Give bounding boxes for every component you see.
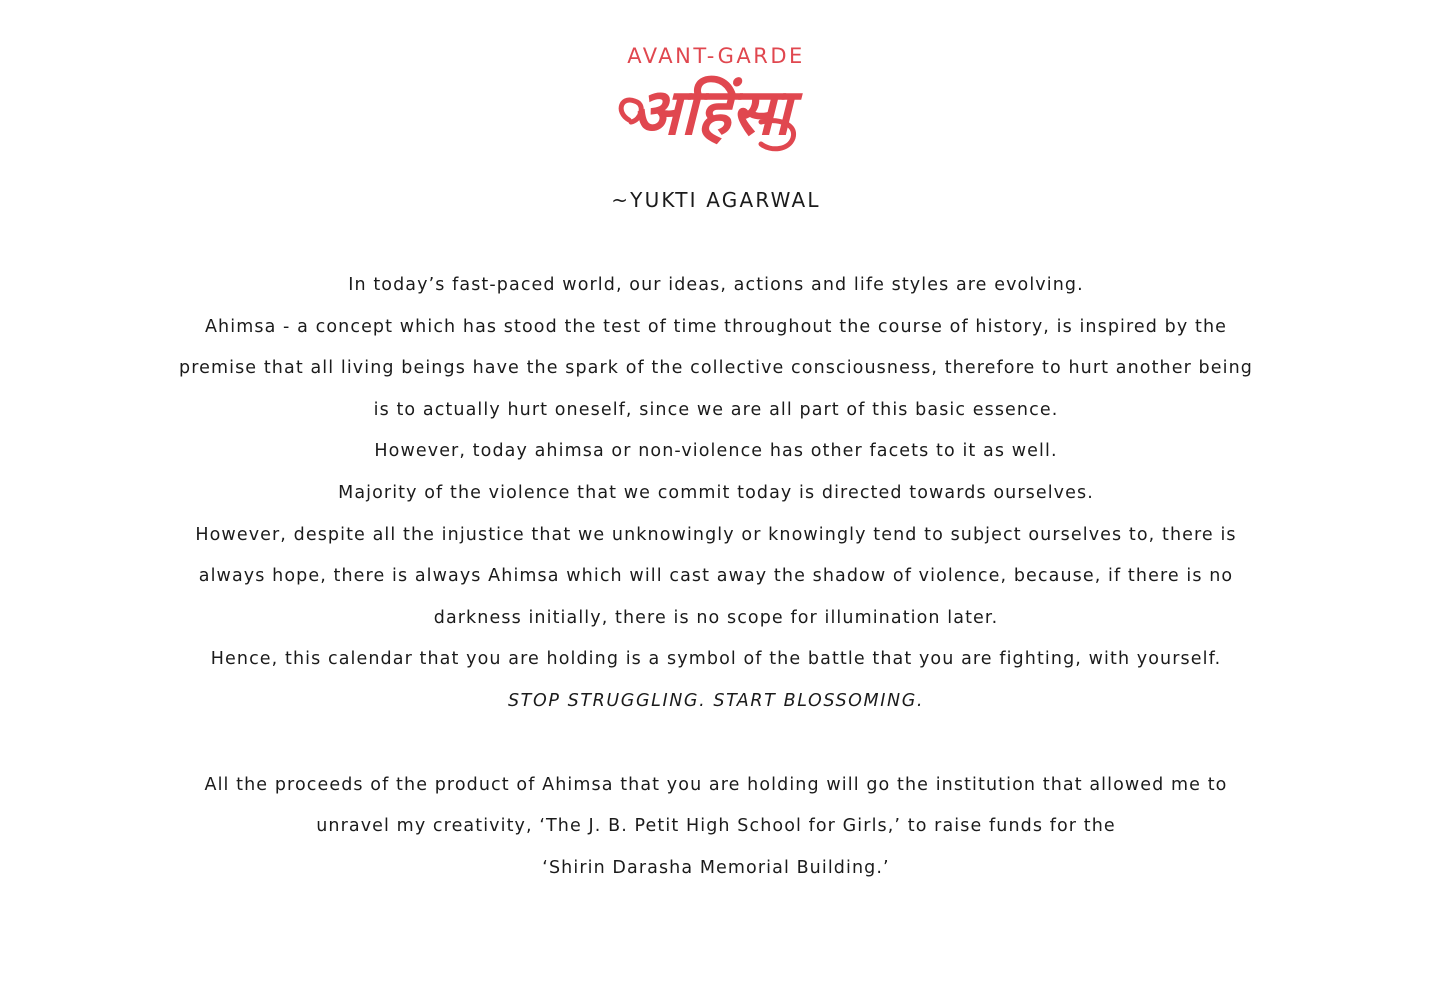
body-text: [0, 265, 1432, 889]
body-line: Majority of the violence that we commit today is directed towards ourselves.: [338, 482, 1094, 503]
motto: STOP STRUGGLING. START BLOSSOMING.: [507, 690, 925, 711]
ahimsa-logo-text: अहिंसा: [631, 75, 791, 150]
body-line: darkness initially, there is no scope for illumination later.: [433, 607, 999, 628]
brand-title: AVANT-GARDE: [627, 44, 805, 68]
body-line: Ahimsa - a concept which has stood the test of time throughout the course of history, is inspired by the: [204, 316, 1227, 337]
body-line: Hence, this calendar that you are holding is a symbol of the battle that you are fighting, with yourself.: [210, 649, 1222, 670]
closing-line: All the proceeds of the product of Ahimsa that you are holding will go the institution that allowed me to: [204, 774, 1228, 795]
body-line: However, today ahimsa or non-violence has other facets to it as well.: [374, 441, 1058, 462]
body-line: premise that all living beings have the spark of the collective consciousness, therefore to hurt another being: [179, 358, 1253, 379]
author-name: ~YUKTI AGARWAL: [611, 188, 821, 212]
closing-line: unravel my creativity, ‘The J. B. Petit High School for Girls,’ to raise funds for the: [316, 816, 1116, 837]
ahimsa-logo: [611, 72, 811, 164]
closing-line: ‘Shirin Darasha Memorial Building.’: [542, 857, 890, 878]
body-line: is to actually hurt oneself, since we are all part of this basic essence.: [373, 399, 1059, 420]
body-line: In today’s fast-paced world, our ideas, actions and life styles are evolving.: [348, 275, 1084, 295]
paragraph-gap: [0, 723, 1432, 765]
body-line: always hope, there is always Ahimsa which will cast away the shadow of violence, because, if there is no: [198, 566, 1234, 587]
body-line: However, despite all the injustice that we unknowingly or knowingly tend to subject ourselves to, there is: [195, 524, 1237, 545]
